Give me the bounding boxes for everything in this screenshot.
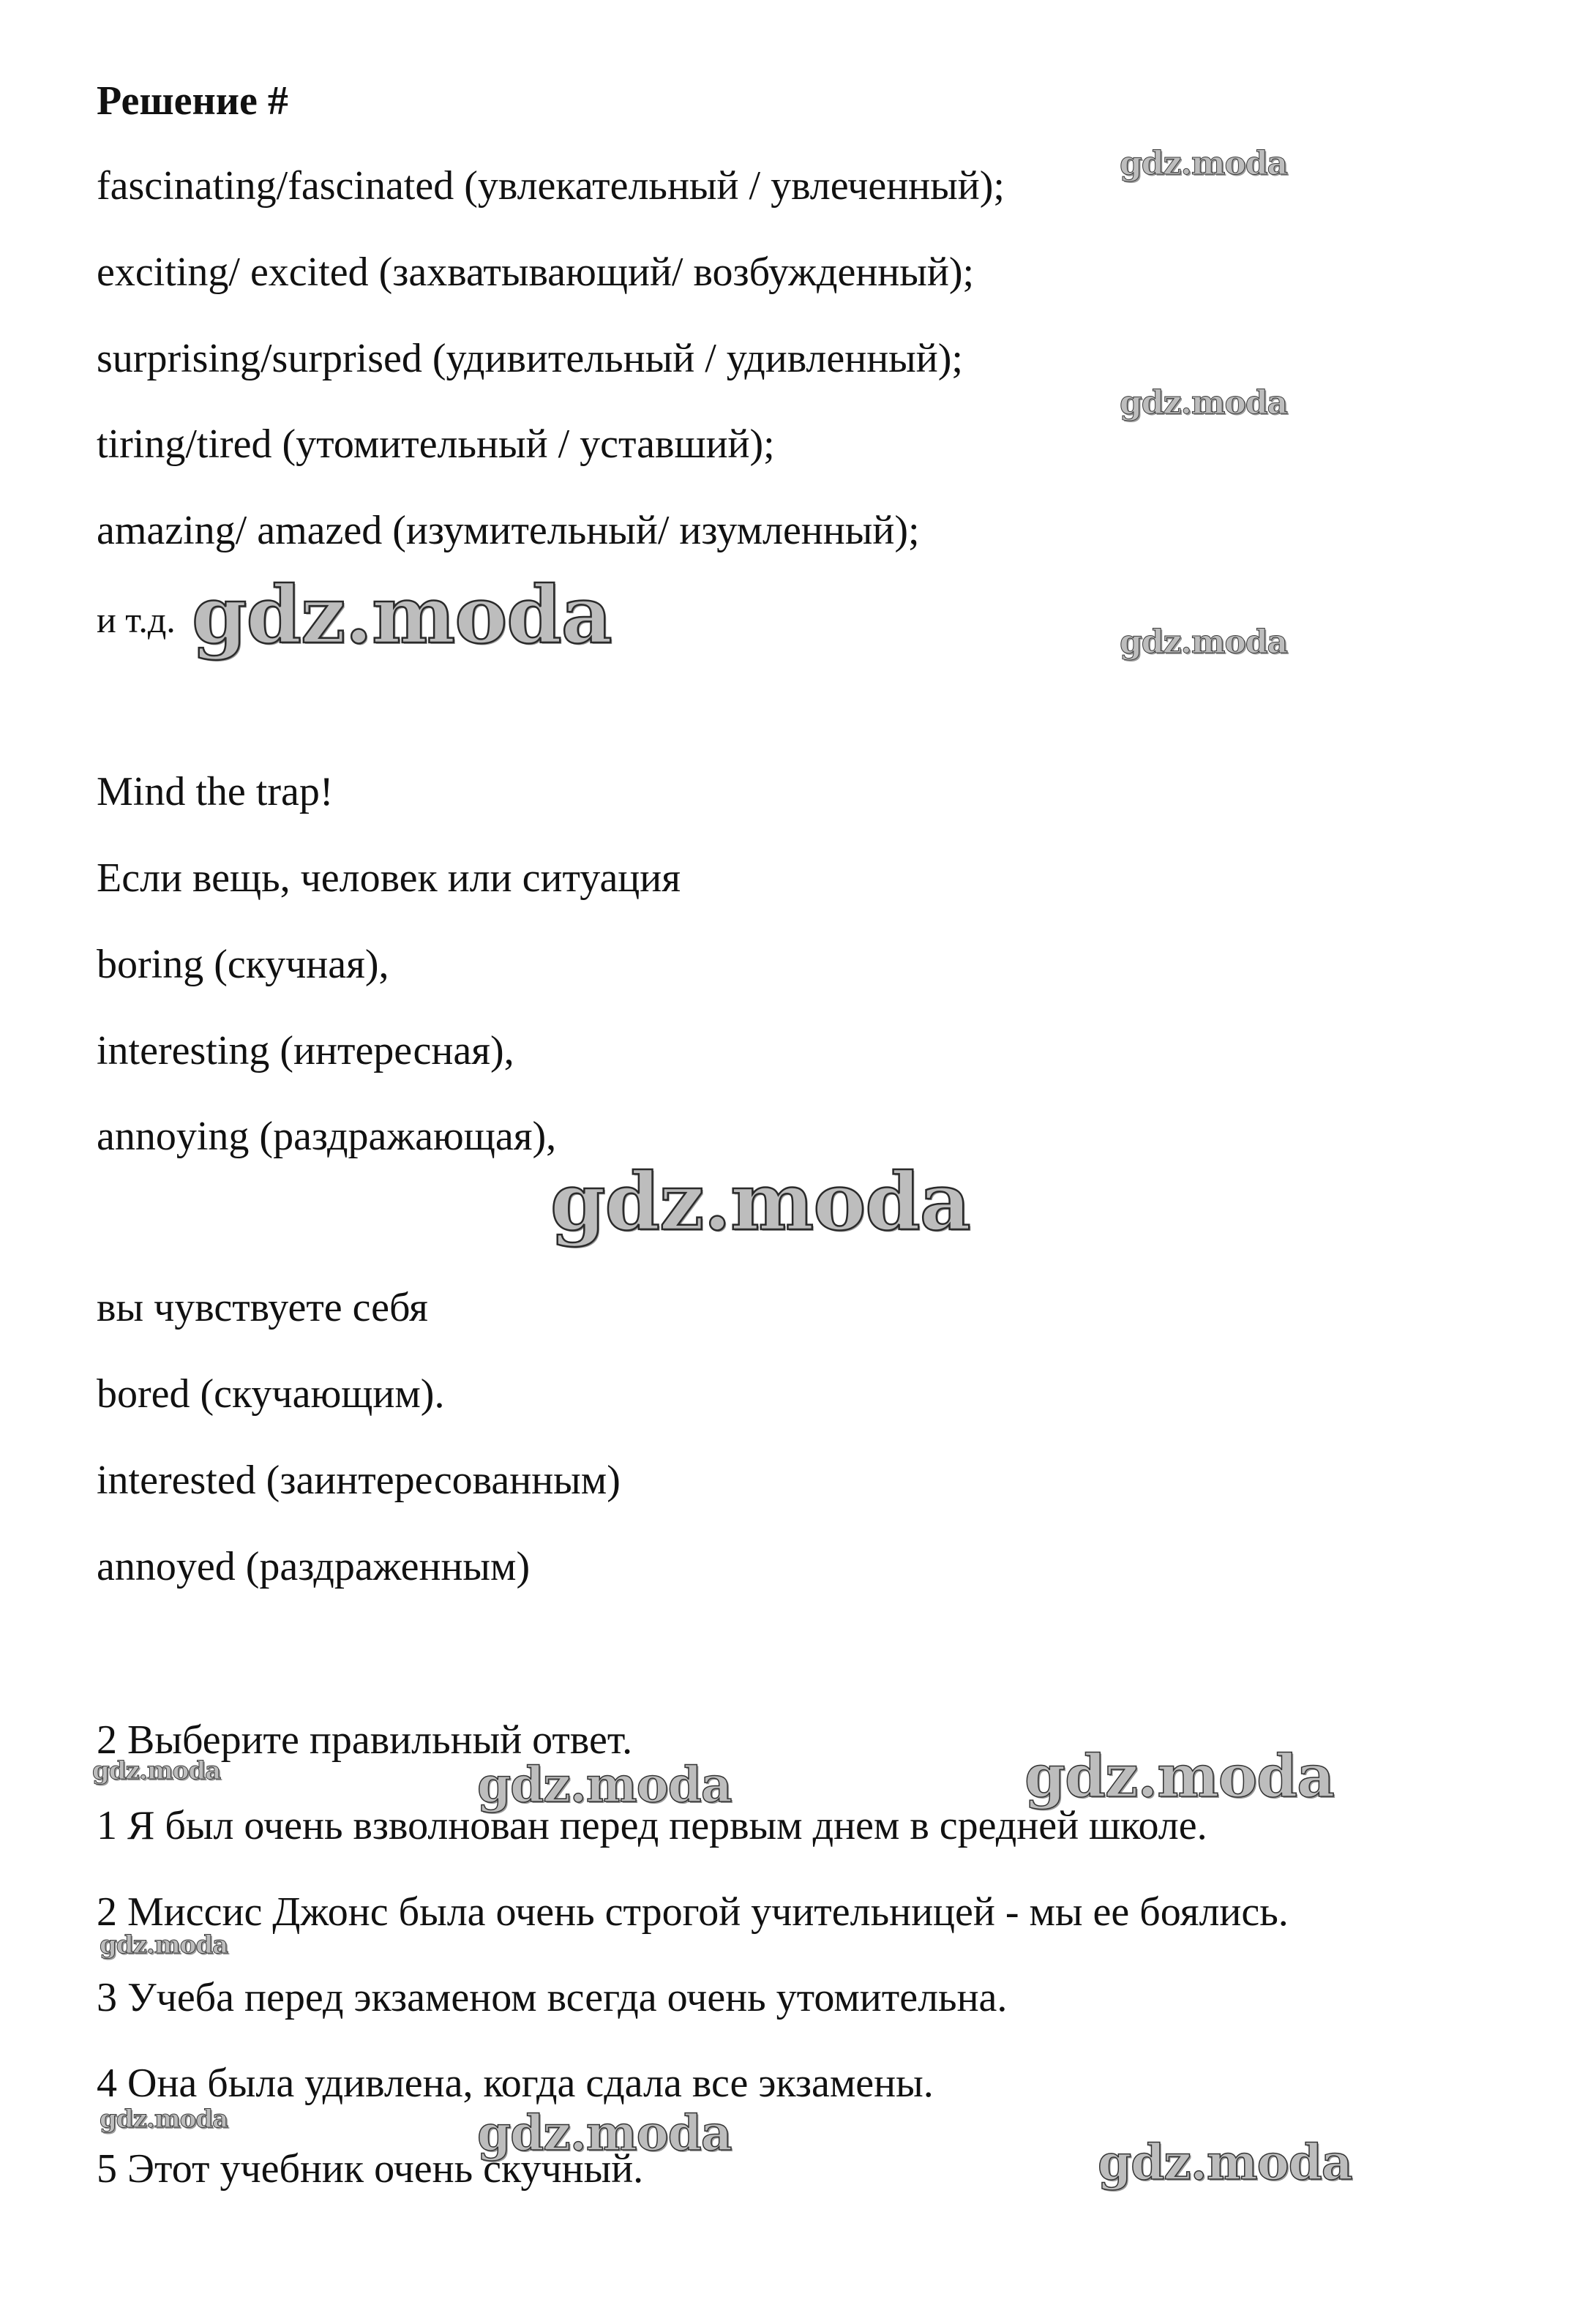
adjective-line: annoying (раздражающая), xyxy=(97,1114,557,1159)
etc-text: и т.д. xyxy=(97,599,176,640)
word-pair-line: tiring/tired (утомительный / уставший); xyxy=(97,421,775,467)
exercise-title: 2 Выберите правильный ответ. xyxy=(97,1717,633,1763)
explanation-line: Если вещь, человек или ситуация xyxy=(97,855,681,901)
explanation-line: вы чувствуете себя xyxy=(97,1285,428,1330)
adjective-line: annoyed (раздраженным) xyxy=(97,1544,531,1589)
exercise-item: 1 Я был очень взволнован перед первым днем в средней школе. xyxy=(97,1803,1207,1848)
watermark: gdz.moda xyxy=(100,1930,228,1960)
adjective-line: bored (скучающим). xyxy=(97,1371,445,1417)
adjective-line: interested (заинтересованным) xyxy=(97,1458,621,1503)
word-pair-line: exciting/ excited (захватывающий/ возбужденный); xyxy=(97,250,975,295)
watermark: gdz.moda xyxy=(477,1756,732,1813)
watermark: gdz.moda xyxy=(100,2104,228,2134)
word-pair-line: fascinating/fascinated (увлекательный / увлеченный); xyxy=(97,163,1005,209)
word-pair-line: amazing/ amazed (изумительный/ изумленный); xyxy=(97,508,920,553)
watermark: gdz.moda xyxy=(1120,384,1288,421)
watermark: gdz.moda xyxy=(1098,2134,1352,2191)
adjective-line: boring (скучная), xyxy=(97,942,389,987)
watermark: gdz.moda xyxy=(192,569,612,661)
exercise-item: 5 Этот учебник очень скучный. xyxy=(97,2146,644,2192)
exercise-item: 4 Она была удивлена, когда сдала все экзамены. xyxy=(97,2061,934,2106)
watermark: gdz.moda xyxy=(550,1156,970,1248)
solution-heading: Решение # xyxy=(97,78,288,124)
watermark: gdz.moda xyxy=(1120,623,1288,661)
adjective-line: interesting (интересная), xyxy=(97,1028,514,1073)
watermark: gdz.moda xyxy=(477,2104,732,2162)
watermark: gdz.moda xyxy=(1024,1742,1334,1810)
watermark: gdz.moda xyxy=(92,1756,221,1785)
word-pair-line: surprising/surprised (удивительный / удивленный); xyxy=(97,336,963,381)
exercise-item: 3 Учеба перед экзаменом всегда очень утомительна. xyxy=(97,1975,1008,2020)
exercise-item: 2 Миссис Джонс была очень строгой учительницей - мы ее боялись. xyxy=(97,1889,1289,1935)
watermark: gdz.moda xyxy=(1120,145,1288,182)
mind-the-trap-title: Mind the trap! xyxy=(97,769,334,814)
